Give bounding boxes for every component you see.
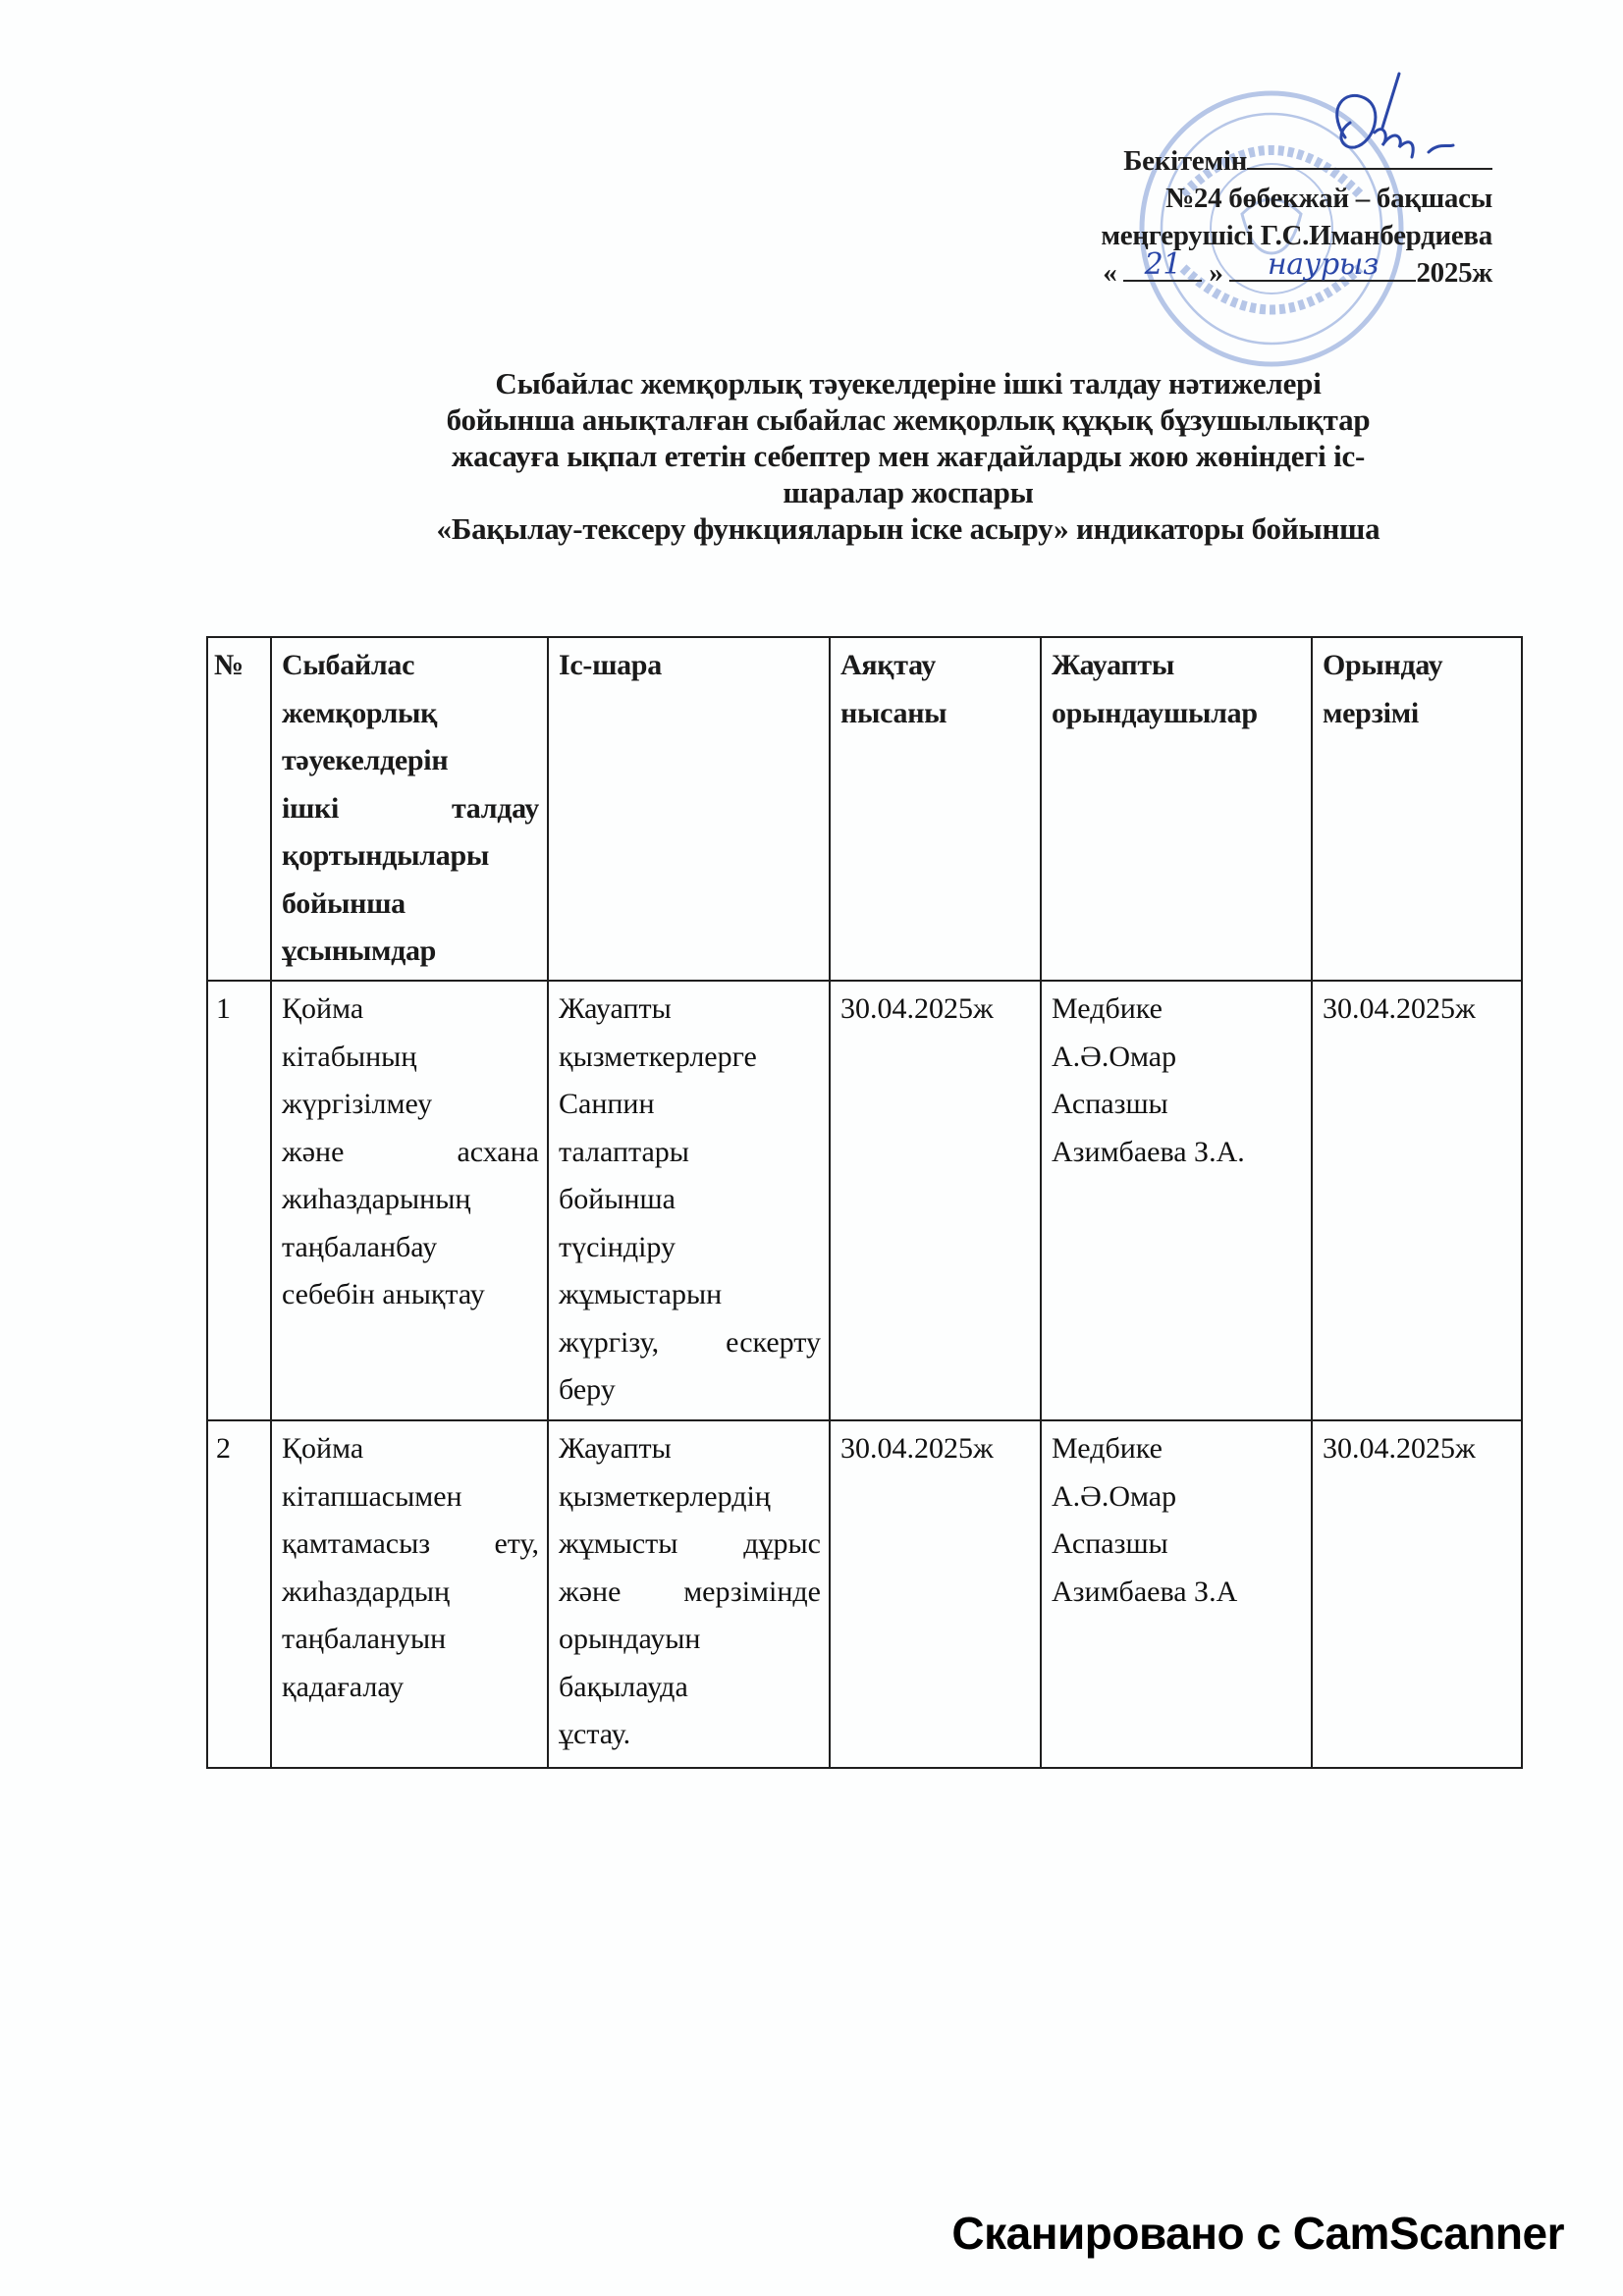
- signature-line: [1247, 144, 1492, 170]
- row-responsible: Медбике А.Ә.Омар Аспазшы Азимбаева З.А: [1041, 1420, 1312, 1768]
- word: және: [282, 1135, 345, 1168]
- word: және: [559, 1575, 622, 1608]
- justified-text-line: [559, 1569, 821, 1617]
- row-recommendation: Қойма кітабының жүргізілмеу және асхана жиһаздарының таңбаланбау себебін анықтау: [271, 981, 548, 1420]
- word: жұмысты: [559, 1527, 678, 1560]
- title-line: «Бақылау-тексеру функцияларын іске асыру» индикаторы бойынша: [436, 511, 1380, 546]
- row-deadline: 30.04.2025ж: [1312, 1420, 1522, 1768]
- date-month-field: [1229, 247, 1416, 282]
- header-responsible: Жауапты орындаушылар: [1041, 637, 1312, 981]
- date-close-quote: »: [1209, 257, 1223, 289]
- word: ету,: [494, 1527, 539, 1560]
- row-recommendation: Қойма кітапшасымен қамтамасыз ету, жиһаздардың таңбалануын қадағалау: [271, 1420, 548, 1768]
- header-completion-form: Аяқтау нысаны: [830, 637, 1041, 981]
- row-num: 1: [207, 981, 271, 1420]
- word: дұрыс: [743, 1527, 821, 1560]
- date-day-field: [1123, 247, 1202, 282]
- title-line: жасауға ықпал ететін себептер мен жағдайларды жою жөніндегі іс-: [451, 439, 1366, 473]
- date-month-handwritten: наурыз: [1267, 247, 1380, 282]
- row-num: 2: [207, 1420, 271, 1768]
- title-line: бойынша анықталған сыбайлас жемқорлық құқық бұзушылықтар: [446, 402, 1371, 437]
- word: асхана: [457, 1135, 539, 1168]
- date-year: 2025ж: [1416, 257, 1492, 289]
- row-completion-form: 30.04.2025ж: [830, 1420, 1041, 1768]
- approve-word: Бекітемін: [1123, 145, 1247, 177]
- justified-text-line: [282, 1129, 539, 1177]
- header-measure: Іс-шара: [548, 637, 830, 981]
- justified-text-line: [559, 1319, 821, 1367]
- title-line: шаралар жоспары: [783, 475, 1034, 509]
- word: талдау: [451, 791, 539, 825]
- approval-institution: №24 бөбекжай – бақшасы: [1165, 183, 1492, 214]
- word: ескерту: [726, 1325, 821, 1359]
- word: қамтамасыз: [282, 1527, 431, 1560]
- row-deadline: 30.04.2025ж: [1312, 981, 1522, 1420]
- approval-date: [982, 247, 1492, 292]
- approval-block: [982, 142, 1492, 292]
- justified-text-line: [559, 1521, 821, 1569]
- table-header-row: [207, 637, 1522, 981]
- word: жүргізу,: [559, 1325, 660, 1359]
- row-measure: Жауапты қызметкерлердің жұмысты дұрыс және мерзімінде орындауын бақылауда ұстау.: [548, 1420, 830, 1768]
- header-recommendations: Сыбайлас жемқорлық тәуекелдерін ішкі талдау қортындылары бойынша ұсынымдар: [271, 637, 548, 981]
- row-measure: Жауапты қызметкерлерге Санпин талаптары бойынша түсіндіру жұмыстарын жүргізу, ескерту беру: [548, 981, 830, 1420]
- justified-text-line: [282, 785, 539, 833]
- camscanner-watermark: Сканировано с CamScanner: [951, 2208, 1564, 2259]
- measures-table: [206, 636, 1523, 1769]
- word: ішкі: [282, 791, 340, 825]
- table-row: [207, 1420, 1522, 1768]
- document-title: [295, 365, 1522, 547]
- approval-head: меңгерушісі Г.С.Иманбердиева: [1101, 220, 1492, 251]
- title-line: Сыбайлас жемқорлық тәуекелдеріне ішкі талдау нәтижелері: [495, 366, 1322, 400]
- justified-text-line: [282, 1521, 539, 1569]
- date-day-handwritten: 21: [1144, 247, 1182, 282]
- row-responsible: Медбике А.Ә.Омар Аспазшы Азимбаева З.А.: [1041, 981, 1312, 1420]
- row-completion-form: 30.04.2025ж: [830, 981, 1041, 1420]
- header-deadline: Орындау мерзімі: [1312, 637, 1522, 981]
- table-row: [207, 981, 1522, 1420]
- date-open-quote: «: [1103, 257, 1117, 289]
- approval-line-approve: [982, 142, 1492, 180]
- word: мерзімінде: [683, 1575, 821, 1608]
- header-num: №: [207, 637, 271, 981]
